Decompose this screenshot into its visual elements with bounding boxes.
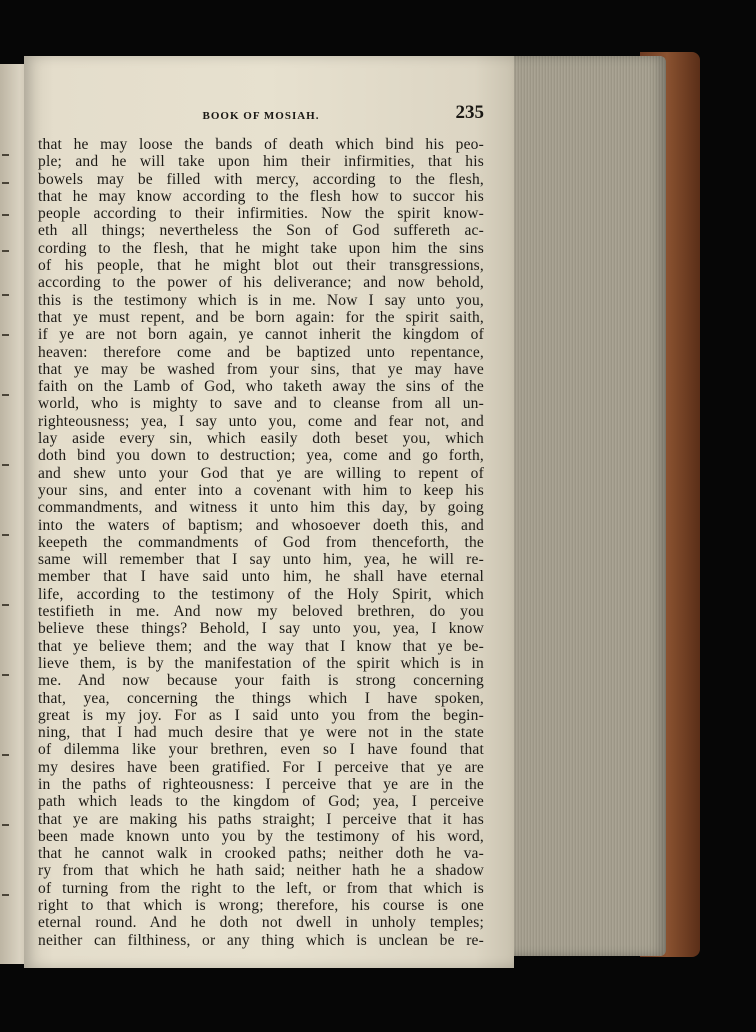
text-line: this is the testimony which is in me. Now I say unto you, (38, 291, 484, 309)
text-line: that ye are making his paths straight; I perceive that it has (38, 810, 484, 828)
text-line: keepeth the commandments of God from thenceforth, the (38, 533, 484, 551)
text-line: believe these things? Behold, I say unto you, yea, I know (38, 620, 484, 638)
text-line: bowels may be filled with mercy, according to the flesh, (38, 170, 484, 188)
text-line: my desires have been gratified. For I perceive that ye are (38, 758, 484, 776)
text-line: ning, that I had much desire that ye were not in the state (38, 724, 484, 742)
text-line: doth bind you down to destruction; yea, come and go forth, (38, 447, 484, 465)
text-line: heaven: therefore come and be baptized unto repentance, (38, 343, 484, 361)
text-line: eternal round. And he doth not dwell in unholy temples; (38, 914, 484, 932)
text-line: of dilemma like your brethren, even so I have found that (38, 741, 484, 759)
text-line: that he cannot walk in crooked paths; neither doth he va- (38, 845, 484, 863)
text-line: faith on the Lamb of God, who taketh away the sins of the (38, 378, 484, 396)
text-line: in the paths of righteousness: I perceive that ye are in the (38, 775, 484, 793)
text-line: commandments, and witness it unto him this day, by going (38, 499, 484, 517)
text-line: eth all things; nevertheless the Son of God suffereth ac- (38, 222, 484, 240)
text-line: great is my joy. For as I said unto you from the begin- (38, 706, 484, 724)
text-line: me. And now because your faith is strong concerning (38, 672, 484, 690)
running-head: BOOK OF MOSIAH. (202, 110, 320, 122)
text-line: of his people, that he might blot out their transgressions, (38, 257, 484, 275)
text-line: that he may loose the bands of death which bind his peo- (38, 136, 484, 153)
text-line: world, who is mighty to save and to cleanse from all un- (38, 395, 484, 413)
text-line: cording to the flesh, that he might take upon him the sins (38, 239, 484, 257)
text-line: testifieth in me. And now my beloved brethren, do you (38, 603, 484, 621)
text-line: your sins, and enter into a covenant with him to keep his (38, 481, 484, 499)
book-page (24, 56, 514, 968)
text-line: of turning from the right to the left, or from that which is (38, 879, 484, 897)
text-line: member that I have said unto him, he shall have eternal (38, 568, 484, 586)
page-header (38, 104, 484, 130)
text-line: ry from that which he hath said; neither hath he a shadow (38, 862, 484, 880)
text-line: people according to their infirmities. Now the spirit know- (38, 205, 484, 223)
text-line: into the waters of baptism; and whosoever doeth this, and (38, 516, 484, 534)
text-line: ple; and he will take upon him their infirmities, that his (38, 153, 484, 171)
text-line: neither can filthiness, or any thing which is unclean be re- (38, 931, 484, 949)
text-line: been made known unto you by the testimony of his word, (38, 827, 484, 845)
body-text (38, 136, 484, 949)
text-line: according to the power of his deliverance; and now behold, (38, 274, 484, 292)
text-line: that ye must repent, and be born again: for the spirit saith, (38, 308, 484, 326)
page-block-fore-edge (498, 56, 666, 956)
text-line: right to that which is wrong; therefore, his course is one (38, 897, 484, 915)
text-line: lieve them, is by the manifestation of the spirit which is in (38, 654, 484, 672)
text-line: righteousness; yea, I say unto you, come and fear not, and (38, 412, 484, 430)
text-line: if ye are not born again, ye cannot inherit the kingdom of (38, 326, 484, 344)
text-line: and shew unto your God that ye are willing to repent of (38, 464, 484, 482)
text-line: that he may know according to the flesh how to succor his (38, 187, 484, 205)
text-line: that, yea, concerning the things which I have spoken, (38, 689, 484, 707)
text-line: life, according to the testimony of the Holy Spirit, which (38, 585, 484, 603)
text-line: same will remember that I say unto him, yea, he will re- (38, 551, 484, 569)
text-line: path which leads to the kingdom of God; yea, I perceive (38, 793, 484, 811)
page-number: 235 (455, 102, 484, 123)
text-line: that ye believe them; and the way that I know that ye be- (38, 637, 484, 655)
text-line: lay aside every sin, which easily doth beset you, which (38, 430, 484, 448)
text-line: that ye may be washed from your sins, that ye may have (38, 360, 484, 378)
